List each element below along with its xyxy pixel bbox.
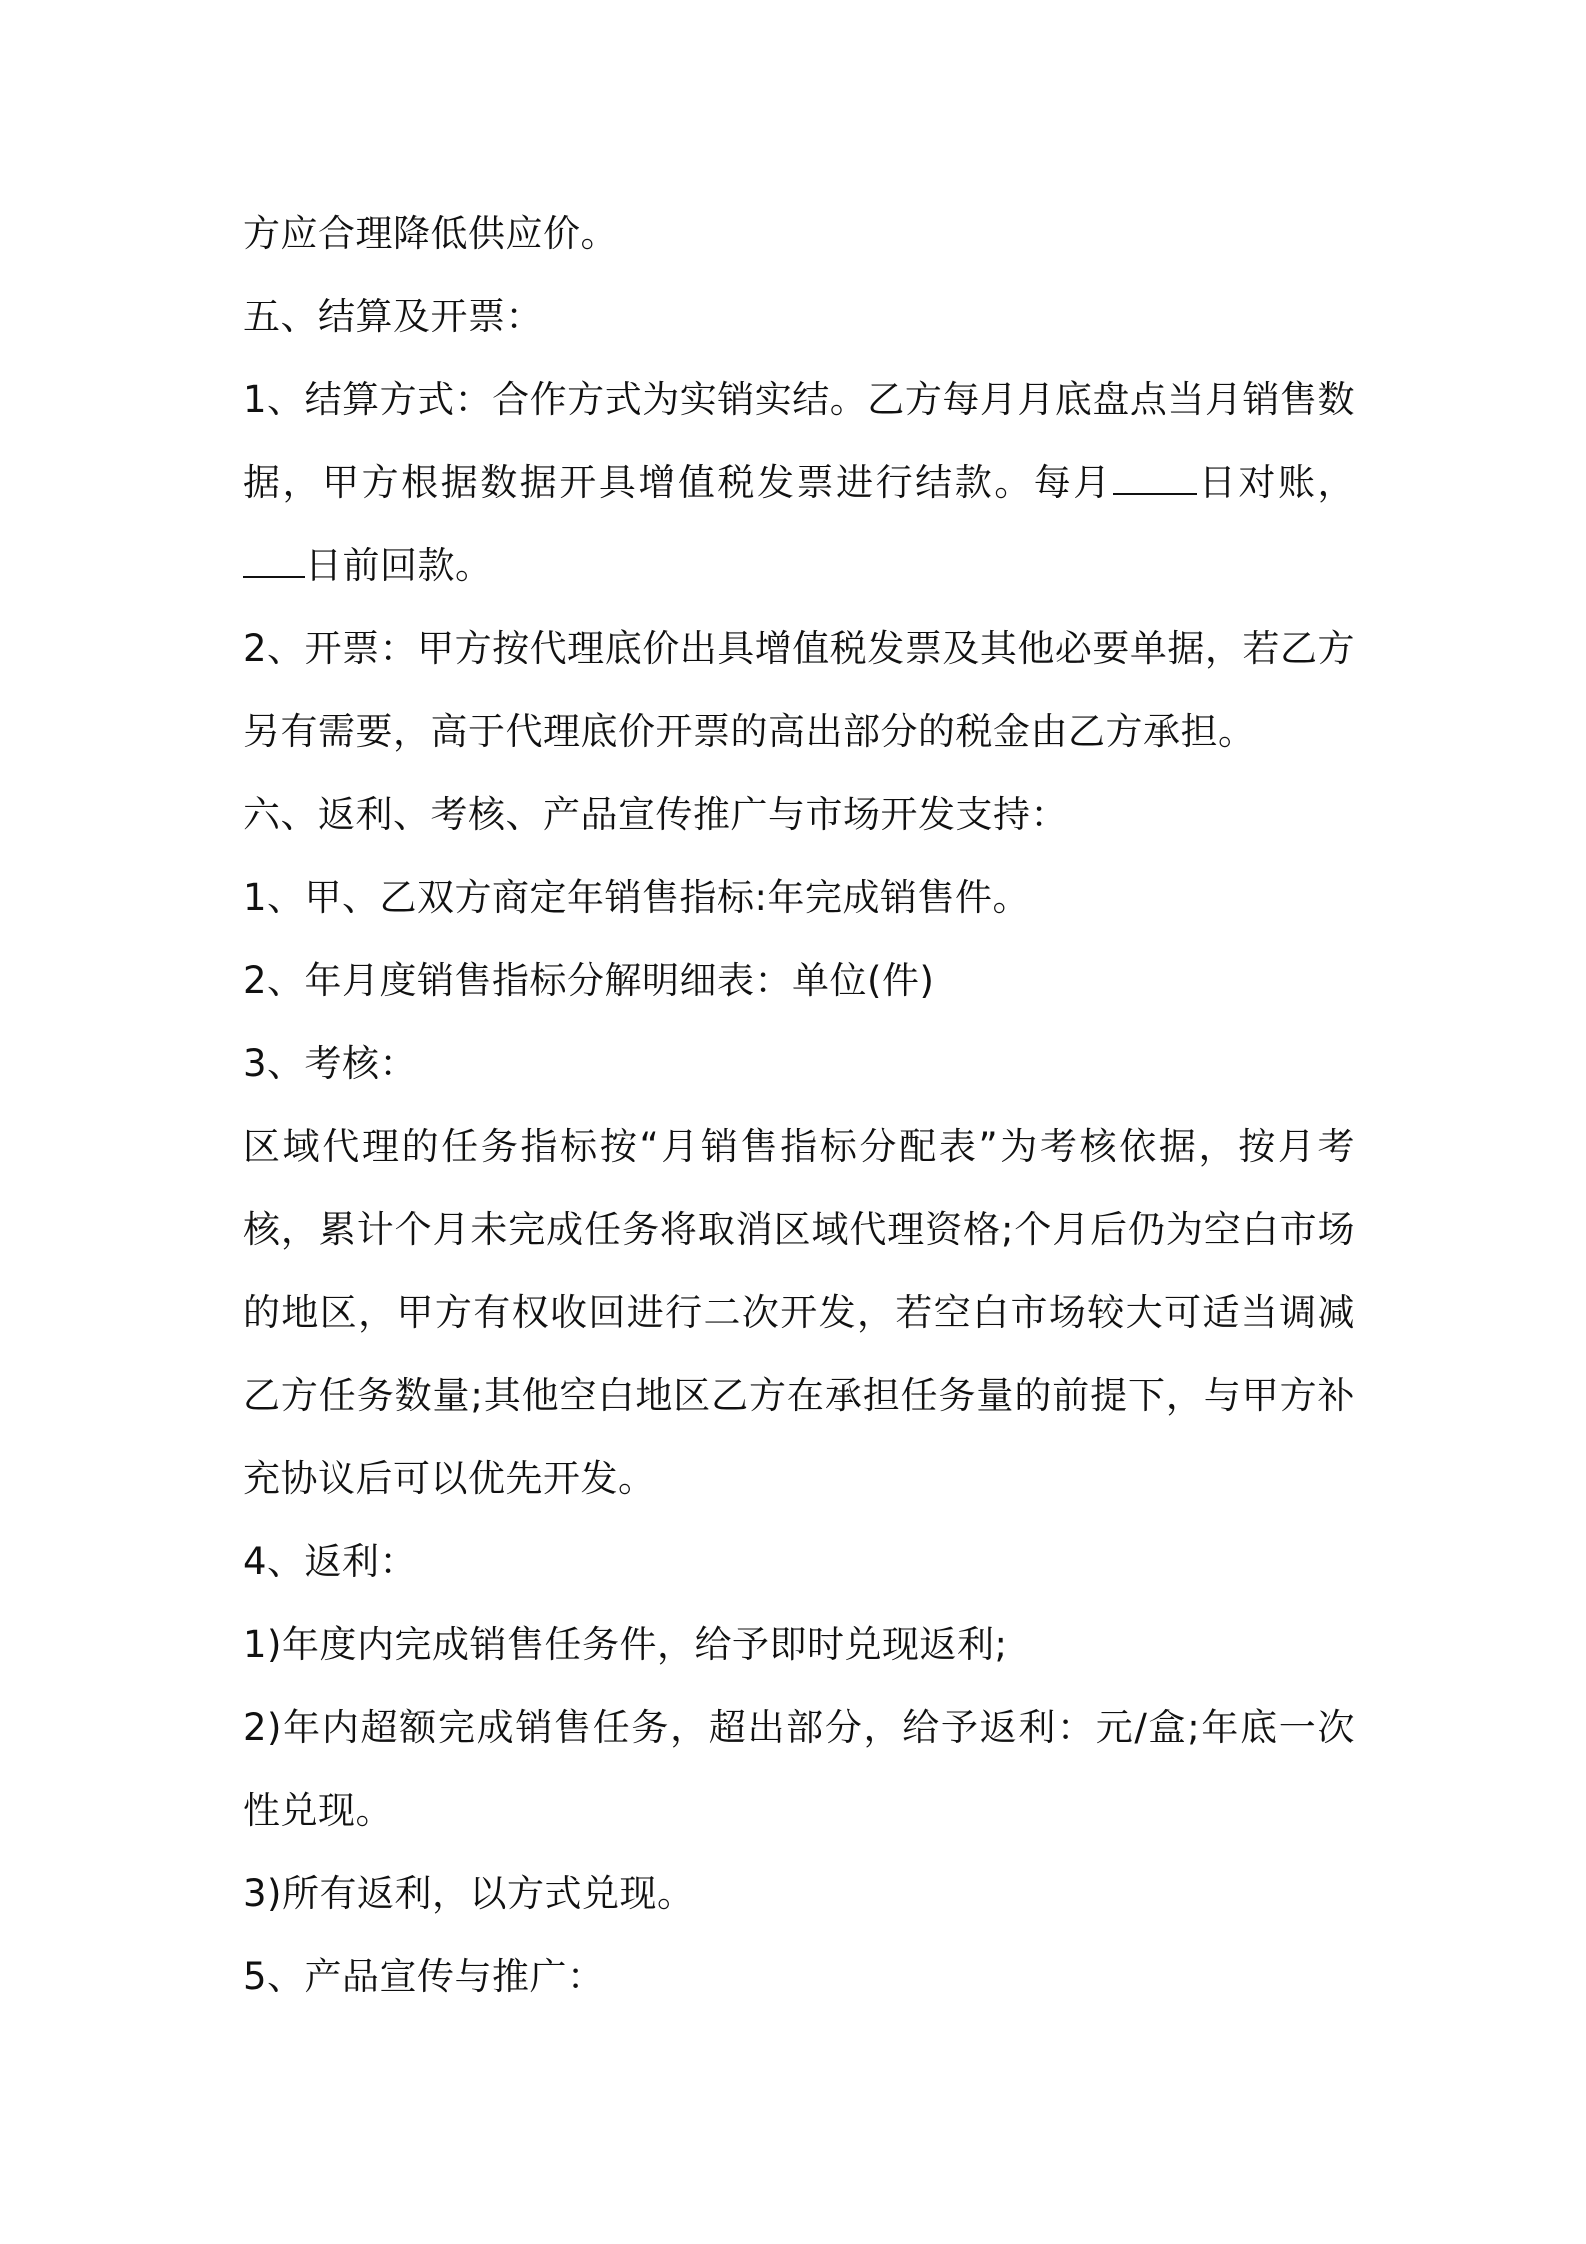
paragraph-rebate-2: 2)年内超额完成销售任务，超出部分，给予返利：元/盒;年底一次性兑现。 bbox=[243, 1706, 1355, 1832]
paragraph-settlement-method: 1、结算方式：合作方式为实销实结。乙方每月月底盘点当月销售数据，甲方根据数据开具增值税发票进行结款。每月 日对账，日前回款。 bbox=[243, 378, 1356, 587]
heading-assessment: 3、考核： bbox=[243, 1042, 418, 1085]
blank-payment-day bbox=[243, 542, 305, 578]
paragraph-assessment-details: 区域代理的任务指标按“月销售指标分配表”为考核依据，按月考核，累计个月未完成任务将取消区域代理资格;个月后仍为空白市场的地区，甲方有权收回进行二次开发，若空白市场较大可适当调减乙方任务数量;其他空白地区乙方在承担任务量的前提下，与甲方补充协议后可以优先开发。 bbox=[243, 1125, 1355, 1500]
blank-reconcile-day bbox=[1113, 459, 1197, 495]
paragraph-price-reduction: 方应合理降低供应价。 bbox=[243, 212, 618, 255]
paragraph-rebate-1: 1)年度内完成销售任务件，给予即时兑现返利; bbox=[243, 1623, 1008, 1666]
document-body bbox=[243, 192, 1355, 2018]
heading-rebate: 4、返利： bbox=[243, 1540, 418, 1583]
heading-promotion: 5、产品宣传与推广： bbox=[243, 1955, 605, 1998]
heading-settlement-invoicing: 五、结算及开票： bbox=[243, 295, 543, 338]
paragraph-monthly-breakdown: 2、年月度销售指标分解明细表：单位(件) bbox=[243, 959, 935, 1002]
paragraph-invoicing: 2、开票：甲方按代理底价出具增值税发票及其他必要单据，若乙方另有需要，高于代理底价开票的高出部分的税金由乙方承担。 bbox=[243, 627, 1355, 753]
heading-rebate-assessment: 六、返利、考核、产品宣传推广与市场开发支持： bbox=[243, 793, 1068, 836]
paragraph-rebate-3: 3)所有返利，以方式兑现。 bbox=[243, 1872, 695, 1915]
paragraph-sales-target: 1、甲、乙双方商定年销售指标:年完成销售件。 bbox=[243, 876, 1031, 919]
